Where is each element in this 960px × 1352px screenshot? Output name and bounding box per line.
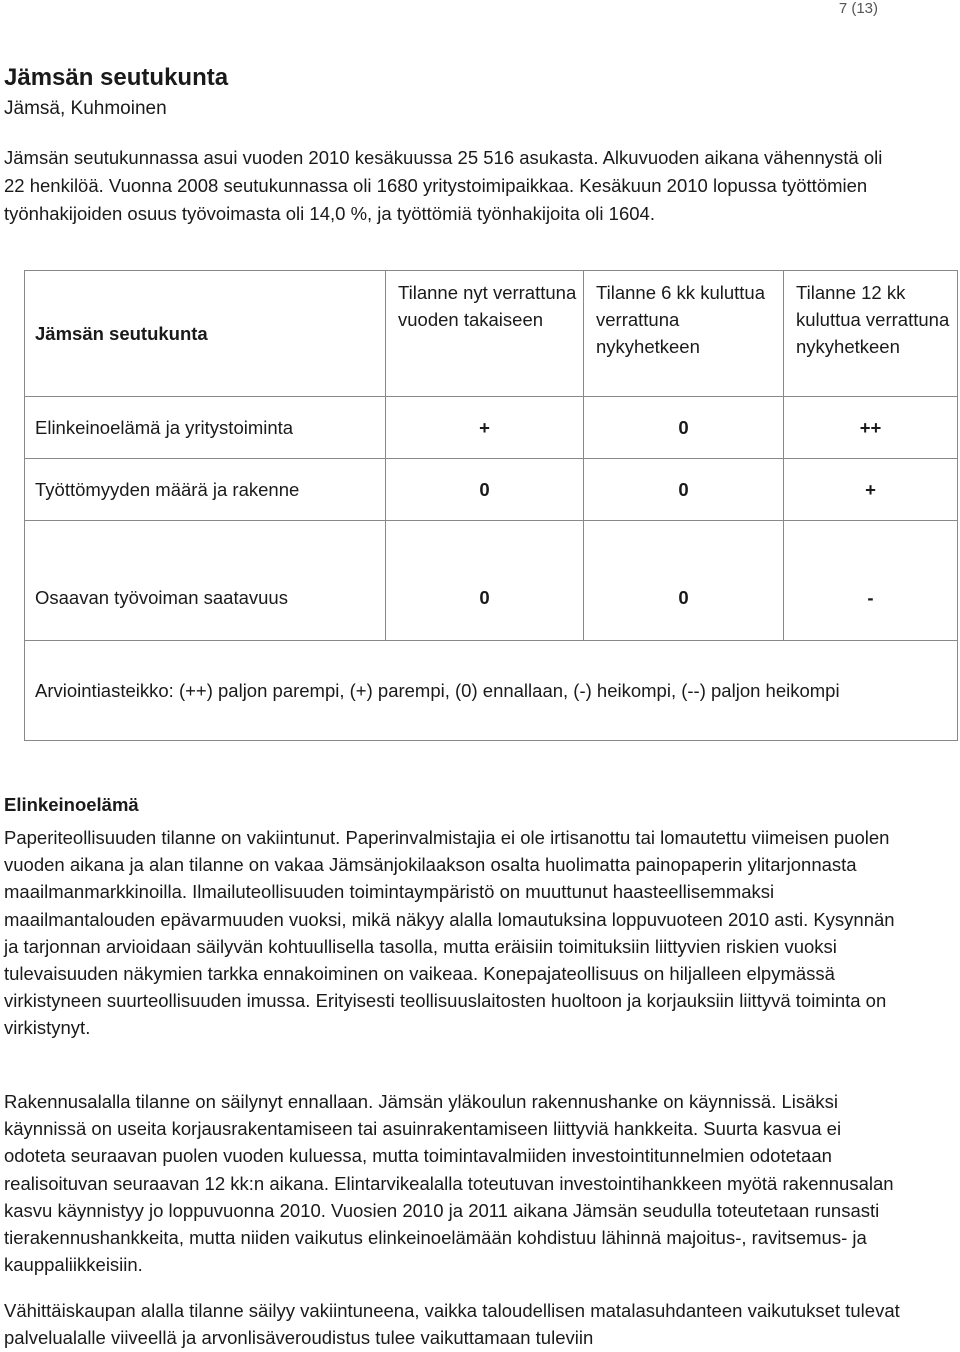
row-label: Osaavan työvoiman saatavuus xyxy=(35,586,288,608)
table-header-region: Jämsän seutukunta xyxy=(25,271,386,397)
value-6-months: 0 xyxy=(584,397,784,459)
value-12-months: + xyxy=(784,459,958,521)
table-row xyxy=(25,459,958,521)
page-number: 7 (13) xyxy=(838,0,878,17)
value-now: 0 xyxy=(386,459,584,521)
table-header-6-months: Tilanne 6 kk kuluttua verrattuna nykyhetkeen xyxy=(584,271,784,397)
table-header-12-months: Tilanne 12 kk kuluttua verrattuna nykyhetkeen xyxy=(784,271,958,397)
body-paragraph: Paperiteollisuuden tilanne on vakiintunut. Paperinvalmistajia ei ole irtisanottu tai lomautettu viimeisen puolen vuoden aikana ja alan tilanne on vakaa Jämsänjokilaakson osalta huolimatta painopaperin ylitarjonnasta maailmanmarkkinoilla. Ilmailuteollisuuden toimintaympäristö on muuttunut haasteellisemmaksi maailmantalouden epävarmuuden vuoksi, mikä näkyy alalla lomautuksina loppuvuoteen 2010 asti. Kysynnän ja tarjonnan arvioidaan säilyvän kohtuullisella tasolla, mutta eräisiin toimituksiin liittyvien riskien vuoksi tulevaisuuden näkymien tarkka ennakoiminen on vaikeaa. Konepajateollisuus on hiljalleen elpymässä virkistyneen suurteollisuuden imussa. Erityisesti teollisuuslaitosten huoltoon ja korjauksiin liittyvä toiminta on virkistynyt. xyxy=(4,827,895,1039)
value-12-months: ++ xyxy=(784,397,958,459)
page-title: Jämsän seutukunta xyxy=(4,64,229,91)
table-row xyxy=(25,397,958,459)
value-now: 0 xyxy=(479,586,490,608)
row-label: Työttömyyden määrä ja rakenne xyxy=(25,459,386,521)
intro-paragraph: Jämsän seutukunnassa asui vuoden 2010 kesäkuussa 25 516 asukasta. Alkuvuoden aikana vähennystä oli 22 henkilöä. Vuonna 2008 seutukunnassa oli 1680 yritystoimipaikkaa. Kesäkuun 2010 lopussa työttömien työnhakijoiden osuus työvoimasta oli 14,0 %, ja työttömiä työnhakijoita oli 1604. xyxy=(4,147,883,224)
value-12-months: - xyxy=(867,586,874,608)
value-6-months: 0 xyxy=(678,586,689,608)
rating-scale-note: Arviointiasteikko: (++) paljon parempi, (+) parempi, (0) ennallaan, (-) heikompi, (--) paljon heikompi xyxy=(25,641,958,741)
table-header-row xyxy=(25,271,958,397)
table-header-now: Tilanne nyt verrattuna vuoden takaiseen xyxy=(386,271,584,397)
row-label: Elinkeinoelämä ja yritystoiminta xyxy=(25,397,386,459)
value-6-months: 0 xyxy=(584,459,784,521)
body-paragraph: Rakennusalalla tilanne on säilynyt ennallaan. Jämsän yläkoulun rakennushanke on käynnissä. Lisäksi käynnissä on useita korjausrakentamiseen tai asuinrakentamiseen liittyviä hankkeita. Suurta kasvua ei odoteta seuraavan puolen vuoden kuluessa, mutta toimintavalmiiden investointitunnelmien odotetaan realisoituvan seuraavan 12 kk:n aikana. Elintarvikealalla toteutuvan investointihankkeen myötä rakennusalan kasvu käynnistyy jo loppuvuonna 2010. Vuosien 2010 ja 2011 aikana Jämsän seudulla toteutetaan runsasti tierakennushankkeita, mutta niiden vaikutus elinkeinoelämään kohdistuu lähinnä majoitus-, ravitsemus- ja kauppaliikkeisiin. xyxy=(4,1091,894,1276)
page-subtitle: Jämsä, Kuhmoinen xyxy=(4,98,167,119)
value-now: + xyxy=(386,397,584,459)
body-paragraph: Vähittäiskaupan alalla tilanne säilyy vakiintuneena, vaikka taloudellisen matalasuhdanteen vaikutukset tulevat palvelualalle viiveellä ja arvonlisäveroudistus tulee vaikuttamaan tuleviin xyxy=(4,1300,900,1349)
table-scale-row xyxy=(25,641,958,741)
assessment-table xyxy=(24,270,958,741)
table-row xyxy=(25,521,958,641)
section-heading: Elinkeinoelämä xyxy=(4,794,139,815)
